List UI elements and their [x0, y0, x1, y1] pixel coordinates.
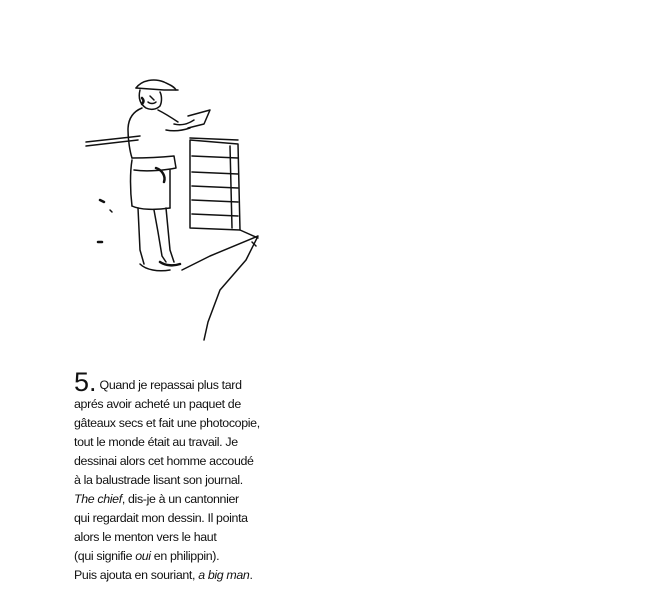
story-line-5: dessinai alors cet homme accoudé	[74, 454, 254, 468]
story-text	[74, 367, 324, 585]
story-line-3: gâteaux secs et fait une photocopie,	[74, 416, 260, 430]
story-line-11: Puis ajouta en souriant, a big man.	[74, 568, 253, 582]
story-line-10: (qui signifie oui en philippin).	[74, 549, 220, 563]
story-line-2: aprés avoir acheté un paquet de	[74, 397, 241, 411]
story-line-8: qui regardait mon dessin. Il pointa	[74, 511, 248, 525]
story-line-4: tout le monde était au travail. Je	[74, 435, 238, 449]
story-line-6: à la balustrade lisant son journal.	[74, 473, 243, 487]
story-line-1: 5. Quand je repassai plus tard	[74, 367, 242, 397]
man-reading-sketch	[70, 60, 290, 350]
story-number: 5.	[74, 367, 97, 397]
story-line-7: The chief, dis-je à un cantonnier	[74, 492, 239, 506]
story-line-9: alors le menton vers le haut	[74, 530, 217, 544]
